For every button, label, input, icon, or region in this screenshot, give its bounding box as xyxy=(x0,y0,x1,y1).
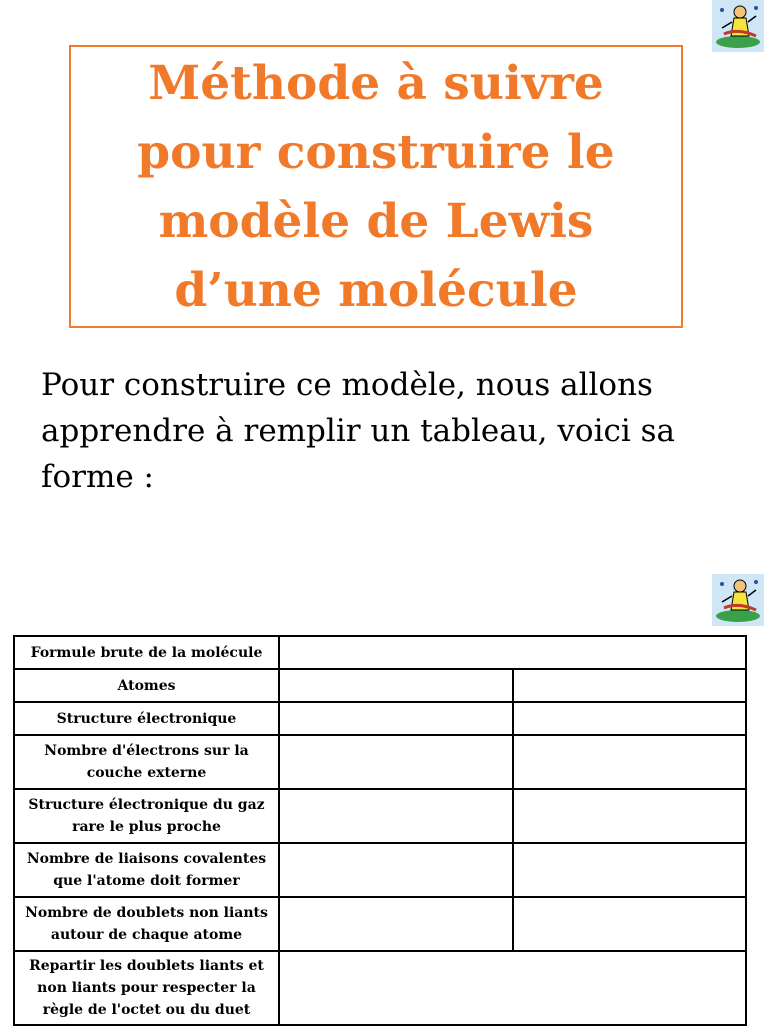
intro-line: apprendre à remplir un tableau, voici sa xyxy=(41,413,676,449)
table-row xyxy=(14,702,746,735)
title-line: pour construire le xyxy=(137,124,615,180)
table-row xyxy=(14,843,746,897)
row-label: Nombre de liaisons covalentes que l'atome doit former xyxy=(14,843,279,897)
table-cell xyxy=(513,843,747,897)
table-cell xyxy=(513,669,747,702)
table-cell xyxy=(279,702,513,735)
title-line: Méthode à suivre xyxy=(148,55,604,111)
table-cell xyxy=(279,636,746,669)
table-cell xyxy=(279,789,513,843)
row-label: Structure électronique xyxy=(14,702,279,735)
row-label: Structure électronique du gaz rare le plus proche xyxy=(14,789,279,843)
table-cell xyxy=(279,843,513,897)
table-row xyxy=(14,735,746,789)
table-row xyxy=(14,897,746,951)
mascot-clipart-icon xyxy=(712,574,764,626)
table-cell xyxy=(279,897,513,951)
row-label: Formule brute de la molécule xyxy=(14,636,279,669)
title-line: d’une molécule xyxy=(174,262,578,318)
table-cell xyxy=(513,735,747,789)
table-cell xyxy=(279,735,513,789)
mascot-clipart-icon xyxy=(712,0,764,52)
table-row xyxy=(14,951,746,1025)
intro-paragraph xyxy=(41,362,741,500)
intro-line: Pour construire ce modèle, nous allons xyxy=(41,367,653,403)
row-label: Atomes xyxy=(14,669,279,702)
table-cell xyxy=(513,702,747,735)
table-cell xyxy=(513,897,747,951)
row-label: Repartir les doublets liants et non liants pour respecter la règle de l'octet ou du duet xyxy=(14,951,279,1025)
row-label: Nombre d'électrons sur la couche externe xyxy=(14,735,279,789)
table-row xyxy=(14,669,746,702)
title-box xyxy=(69,45,683,328)
table-cell xyxy=(513,789,747,843)
lewis-method-table xyxy=(13,635,747,1026)
row-label: Nombre de doublets non liants autour de chaque atome xyxy=(14,897,279,951)
intro-line: forme : xyxy=(41,459,154,495)
table-row xyxy=(14,636,746,669)
table-row xyxy=(14,789,746,843)
table-cell xyxy=(279,951,746,1025)
table-cell xyxy=(279,669,513,702)
title-line: modèle de Lewis xyxy=(158,193,594,249)
